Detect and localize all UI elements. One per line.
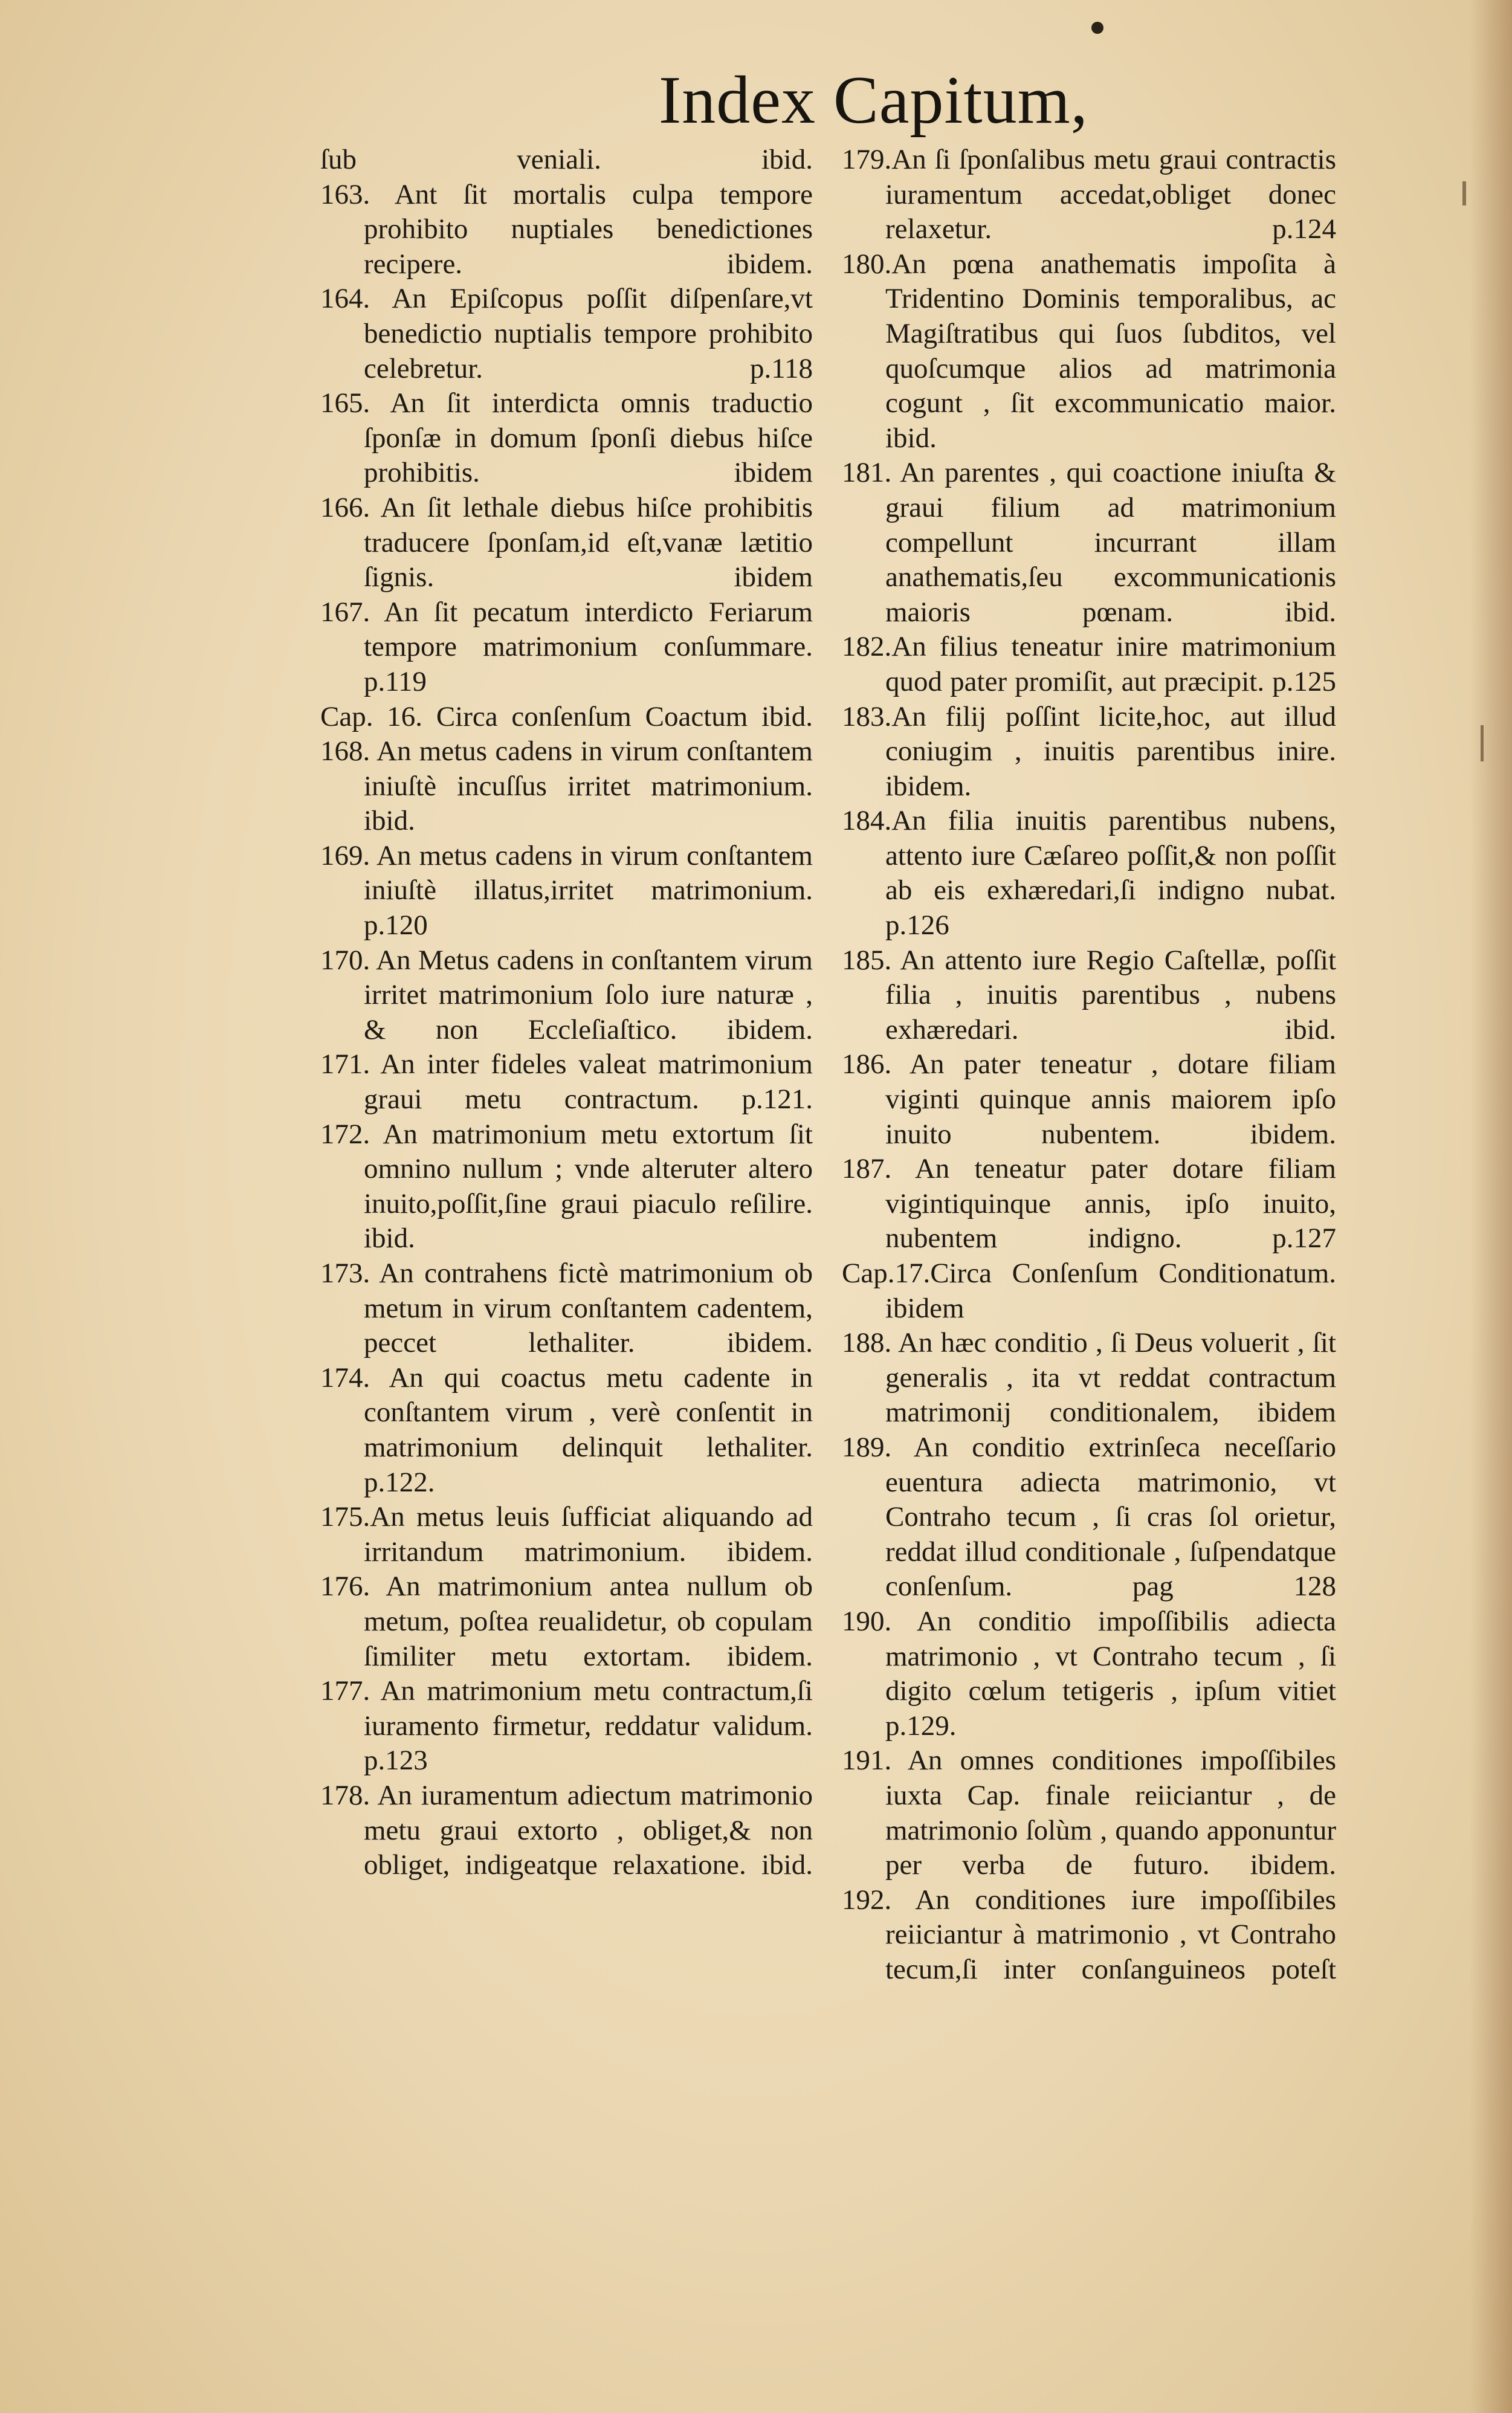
index-entry: 184.An filia inuitis parentibus nubens, attento iure Cæſareo poſſit,& non poſſit ab eis exhæredari,ſi indigno nubat. p.126 xyxy=(842,805,1336,942)
edge-mark xyxy=(1481,725,1484,761)
edge-mark xyxy=(1462,181,1466,205)
chapter-heading: Cap. 16. Circa conſenſum Coactum ibid. xyxy=(320,700,813,732)
index-entry: 164. An Epiſcopus poſſit diſpenſare,vt benedictio nuptialis tempore prohibito celebretur. p.118 xyxy=(320,283,813,384)
index-entry: 192. An conditiones iure impoſſibiles reiiciantur à matrimonio , vt Contraho tecum,ſi inter conſanguineos poteſt xyxy=(842,1884,1336,1985)
index-entry: 176. An matrimonium antea nullum ob metum, poſtea reualidetur, ob copulam ſimiliter metu extortam. ibidem. xyxy=(320,1571,813,1672)
index-entry: 180.An pœna anathematis impoſita à Tridentino Dominis temporalibus, ac Magiſtratibus qui ſuos ſubditos, vel quoſcumque alios ad matrimonia cogunt , ſit excommunicatio maior. ibid. xyxy=(842,248,1336,454)
index-entry: 175.An metus leuis ſufficiat aliquando ad irritandum matrimonium. ibidem. xyxy=(320,1501,813,1568)
index-entry: 179.An ſi ſponſalibus metu graui contractis iuramentum accedat,obliget donec relaxetur. p.124 xyxy=(842,144,1336,245)
index-entry: 174. An qui coactus metu cadente in conſtantem virum , verè conſentit in matrimonium delinquit lethaliter. p.122. xyxy=(320,1362,813,1498)
index-entry: 169. An metus cadens in virum conſtantem iniuſtè illatus,irritet matrimonium. p.120 xyxy=(320,839,813,942)
index-entry: 172. An matrimonium metu extortum ſit omnino nullum ; vnde alteruter altero inuito,poſſit,ſine graui piaculo reſilire. ibid. xyxy=(320,1118,813,1255)
index-entry: 181. An parentes , qui coactione iniuſta & graui filium ad matrimonium compellunt incurrant illam anathematis,ſeu excommunicationis maioris pœnam. ibid. xyxy=(842,457,1336,628)
index-entry: 167. An ſit pecatum interdicto Feriarum tempore matrimonium conſummare. p.119 xyxy=(320,596,813,697)
index-entry: 178. An iuramentum adiectum matrimonio metu graui extorto , obliget,& non obliget, indigeatque relaxatione. ibid. xyxy=(320,1779,813,1881)
index-entry: 163. Ant ſit mortalis culpa tempore prohibito nuptiales benedictiones recipere. ibidem. xyxy=(320,178,813,280)
chapter-heading: Cap.17.Circa Conſenſum Conditionatum. ibidem xyxy=(842,1258,1336,1324)
index-entry: 190. An conditio impoſſibilis adiecta matrimonio , vt Contraho tecum , ſi digito cœlum tetigeris , ipſum vitiet p.129. xyxy=(842,1605,1336,1742)
index-entry: 170. An Metus cadens in conſtantem virum irritet matrimonium ſolo iure naturæ , & non Eccleſiaſtico. ibidem. xyxy=(320,944,813,1045)
index-entry: 183.An filij poſſint licite,hoc, aut illud coniugim , inuitis parentibus inire. ibidem. xyxy=(842,700,1336,802)
index-entry: 177. An matrimonium metu contractum,ſi iuramento firmetur, reddatur validum. p.123 xyxy=(320,1675,813,1777)
left-column xyxy=(320,143,813,1883)
index-entry: 186. An pater teneatur , dotare filiam viginti quinque annis maiorem ipſo inuito nubentem. ibidem. xyxy=(842,1048,1336,1150)
index-entry: 191. An omnes conditiones impoſſibiles iuxta Cap. finale reiiciantur , de matrimonio ſolùm , quando apponuntur per verba de futuro. ibidem. xyxy=(842,1745,1336,1881)
index-entry: 166. An ſit lethale diebus hiſce prohibitis traducere ſponſam,id eſt,vanæ lætitio ſignis. ibidem xyxy=(320,491,813,593)
index-entry: ſub veniali. ibid. xyxy=(320,144,813,175)
index-entry: 165. An ſit interdicta omnis traductio ſponſæ in domum ſponſi diebus hiſce prohibitis. ibidem xyxy=(320,387,813,489)
index-entry: 185. An attento iure Regio Caſtellæ, poſſit filia , inuitis parentibus , nubens exhæredari. ibid. xyxy=(842,944,1336,1045)
index-entry: 189. An conditio extrinſeca neceſſario euentura adiecta matrimonio, vt Contraho tecum , ſi cras ſol orietur, reddat illud conditionale , ſuſpendatque conſenſum. pag 128 xyxy=(842,1431,1336,1603)
index-entry: 171. An inter fideles valeat matrimonium graui metu contractum. p.121. xyxy=(320,1048,813,1116)
index-entry: 168. An metus cadens in virum conſtantem iniuſtè incuſſus irritet matrimonium. ibid. xyxy=(320,735,813,837)
page-header: Index Capitum, xyxy=(659,63,1088,138)
index-entry: 182.An filius teneatur inire matrimonium quod pater promiſit, aut præcipit. p.125 xyxy=(842,631,1336,697)
index-entry: 173. An contrahens fictè matrimonium ob metum in virum conſtantem cadentem, peccet lethaliter. ibidem. xyxy=(320,1258,813,1359)
ink-spot xyxy=(1091,22,1103,34)
right-column xyxy=(842,143,1336,1987)
index-entry: 188. An hæc conditio , ſi Deus voluerit , ſit generalis , ita vt reddat contractum matrimonij conditionalem, ibidem xyxy=(842,1327,1336,1429)
index-entry: 187. An teneatur pater dotare filiam vigintiquinque annis, ipſo inuito, nubentem indigno. p.127 xyxy=(842,1153,1336,1255)
